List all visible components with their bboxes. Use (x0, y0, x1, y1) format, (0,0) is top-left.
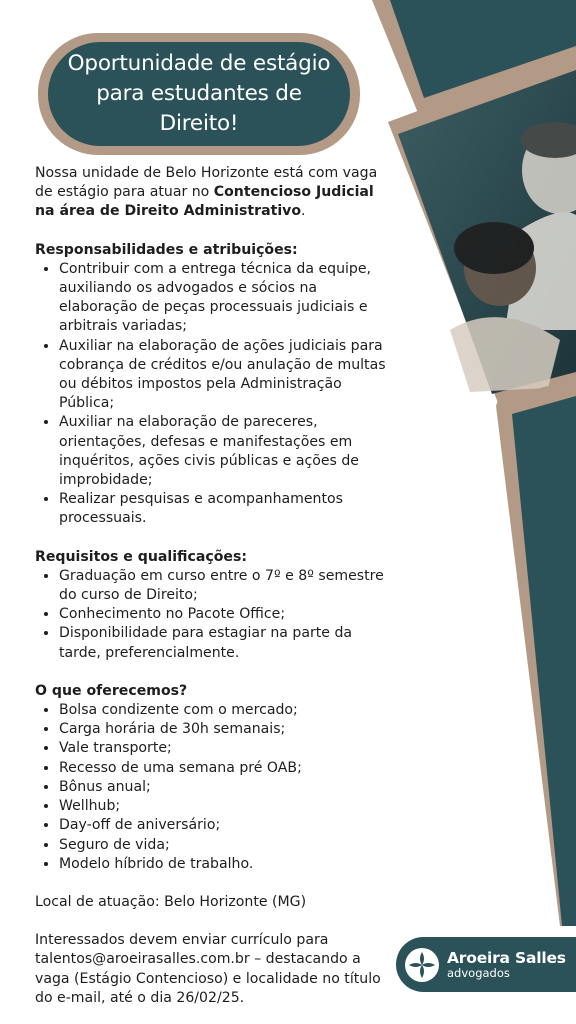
list-item: • Modelo híbrido de trabalho. (59, 855, 397, 874)
list-item: • Carga horária de 30h semanais; (59, 720, 397, 739)
section-heading-benefits: O que oferecemos? (35, 682, 188, 699)
list-item: • Auxiliar na elaboração de pareceres, orientações, defesas e manifestações em inquéritos, ações civis públicas e ações de improbidade; (59, 413, 397, 490)
contact-text: Interessados devem enviar currículo para talentos@aroeirasalles.com.br – destacando a vaga (Estágio Contencioso) e localidade no título do e-mail, até o dia 26/02/25. (35, 932, 381, 1006)
list-item: • Wellhub; (59, 797, 397, 816)
list-item: • Auxiliar na elaboração de ações judiciais para cobrança de créditos e/ou anulação de multas ou débitos impostos pela Administração Pública; (59, 337, 397, 414)
list-item: • Recesso de uma semana pré OAB; (59, 759, 397, 778)
list-item: • Bolsa condizente com o mercado; (59, 701, 397, 720)
logo-mark-icon (405, 948, 439, 982)
job-description (35, 164, 397, 1008)
list-item: • Seguro de vida; (59, 836, 397, 855)
requirements-list (35, 567, 397, 663)
intro-end: . (301, 203, 306, 220)
intro-text: Nossa unidade de Belo Horizonte está com vaga de estágio para atuar no (35, 165, 378, 201)
logo-name: Aroeira Salles (447, 948, 566, 967)
logo-text (447, 950, 566, 980)
intro-paragraph (35, 164, 397, 222)
list-item: • Graduação em curso entre o 7º e 8º semestre do curso de Direito; (59, 567, 397, 605)
company-logo (396, 937, 576, 992)
section-heading-requirements: Requisitos e qualificações: (35, 548, 247, 565)
title-banner (48, 42, 350, 146)
list-item: • Contribuir com a entrega técnica da equipe, auxiliando os advogados e sócios na elaboração de peças processuais judiciais e arbitrais variadas; (59, 260, 397, 337)
page-title: Oportunidade de estágio para estudantes de Direito! (67, 51, 331, 136)
responsibilities-list (35, 260, 397, 529)
logo-subtitle: advogados (447, 965, 510, 980)
people-photo (398, 70, 576, 394)
benefits-list (35, 701, 397, 874)
location-text: Local de atuação: Belo Horizonte (MG) (35, 893, 307, 910)
section-heading-responsibilities: Responsabilidades e atribuições: (35, 241, 298, 258)
list-item: • Realizar pesquisas e acompanhamentos processuais. (59, 490, 397, 528)
list-item: • Conhecimento no Pacote Office; (59, 605, 397, 624)
leaf-cross-icon (405, 948, 439, 982)
list-item: • Day-off de aniversário; (59, 816, 397, 835)
intro-highlight: Contencioso Judicial na área de Direito Administrativo (35, 184, 374, 220)
photo-figures (450, 122, 576, 392)
list-item: • Bônus anual; (59, 778, 397, 797)
list-item: • Disponibilidade para estagiar na parte da tarde, preferencialmente. (59, 624, 397, 662)
list-item: • Vale transporte; (59, 739, 397, 758)
